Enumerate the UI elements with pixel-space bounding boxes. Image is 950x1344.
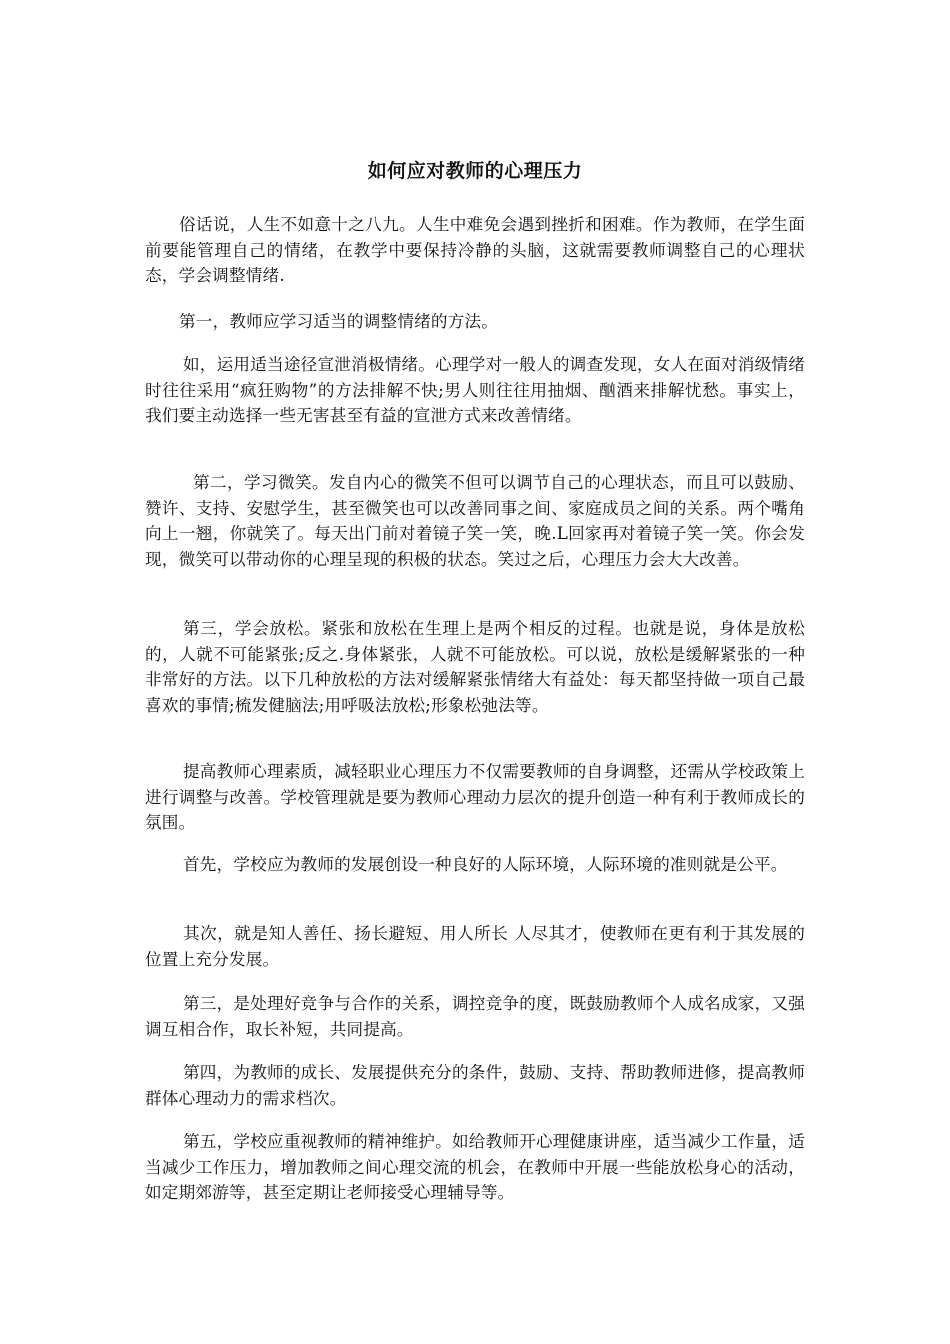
paragraph-point-three-relax: 第三，学会放松。紧张和放松在生理上是两个相反的过程。也就是说，身体是放松的，人就不可能紧张;反之.身体紧张，人就不可能放松。可以说，放松是缓解紧张的一种非常好的方法。以下几种放松的方法对缓解紧张情绪大有益处：每天都坚持做一项自己最喜欢的事情;梳发健脑法;用呼吸法放松;形象松弛法等。 [145, 619, 805, 715]
paragraph-point-two-smile: 第二，学习微笑。发自内心的微笑不但可以调节自己的心理状态，而且可以鼓励、赞许、支持、安慰学生，甚至微笑也可以改善同事之间、家庭成员之间的关系。两个嘴角向上一翘，你就笑了。每天出门前对着镜子笑一笑，晚.L回家再对着镜子笑一笑。你会发现，微笑可以带动你的心理呈现的积极的状态。笑过之后，心理压力会大大改善。 [145, 473, 805, 569]
paragraph-school-third: 第三，是处理好竞争与合作的关系，调控竞争的度，既鼓励教师个人成名成家，又强调互相合作，取长补短，共同提高。 [145, 994, 805, 1039]
paragraph-school-fourth: 第四，为教师的成长、发展提供充分的条件，鼓励、支持、帮助教师进修，提高教师群体心理动力的需求档次。 [145, 1063, 805, 1108]
paragraph-vent-emotions: 如，运用适当途径宣泄消极情绪。心理学对一般人的调查发现，女人在面对消级情绪时往往采用“疯狂购物”的方法排解不快;男人则往往用抽烟、酗酒来排解忧愁。事实上，我们要主动选择一些无害甚至有益的宣泄方式来改善情绪。 [145, 355, 805, 426]
paragraph-school-fifth: 第五，学校应重视教师的精神维护。如给教师开心理健康讲座，适当减少工作量，适当减少工作压力，增加教师之间心理交流的机会，在教师中开展一些能放松身心的活动，如定期郊游等，甚至定期让老师接受心理辅导等。 [145, 1132, 805, 1203]
paragraph-school-first: 首先，学校应为教师的发展创设一种良好的人际环境，人际环境的准则就是公平。 [183, 855, 788, 874]
document-title: 如何应对教师的心理压力 [367, 160, 583, 182]
paragraph-school-policy: 提高教师心理素质，减轻职业心理压力不仅需要教师的自身调整，还需从学校政策上进行调整与改善。学校管理就是要为教师心理动力层次的提升创造一种有利于教师成长的氛围。 [145, 762, 805, 833]
paragraph-intro: 俗话说，人生不如意十之八九。人生中难免会遇到挫折和困难。作为教师，在学生面前要能管理自己的情绪，在教学中要保持冷静的头脑，这就需要教师调整自己的心理状态，学会调整情绪. [145, 215, 805, 286]
paragraph-school-second: 其次，就是知人善任、扬长避短、用人所长 人尽其才，使教师在更有利于其发展的位置上充分发展。 [145, 924, 805, 969]
paragraph-point-one: 第一，教师应学习适当的调整情绪的方法。 [179, 312, 499, 331]
